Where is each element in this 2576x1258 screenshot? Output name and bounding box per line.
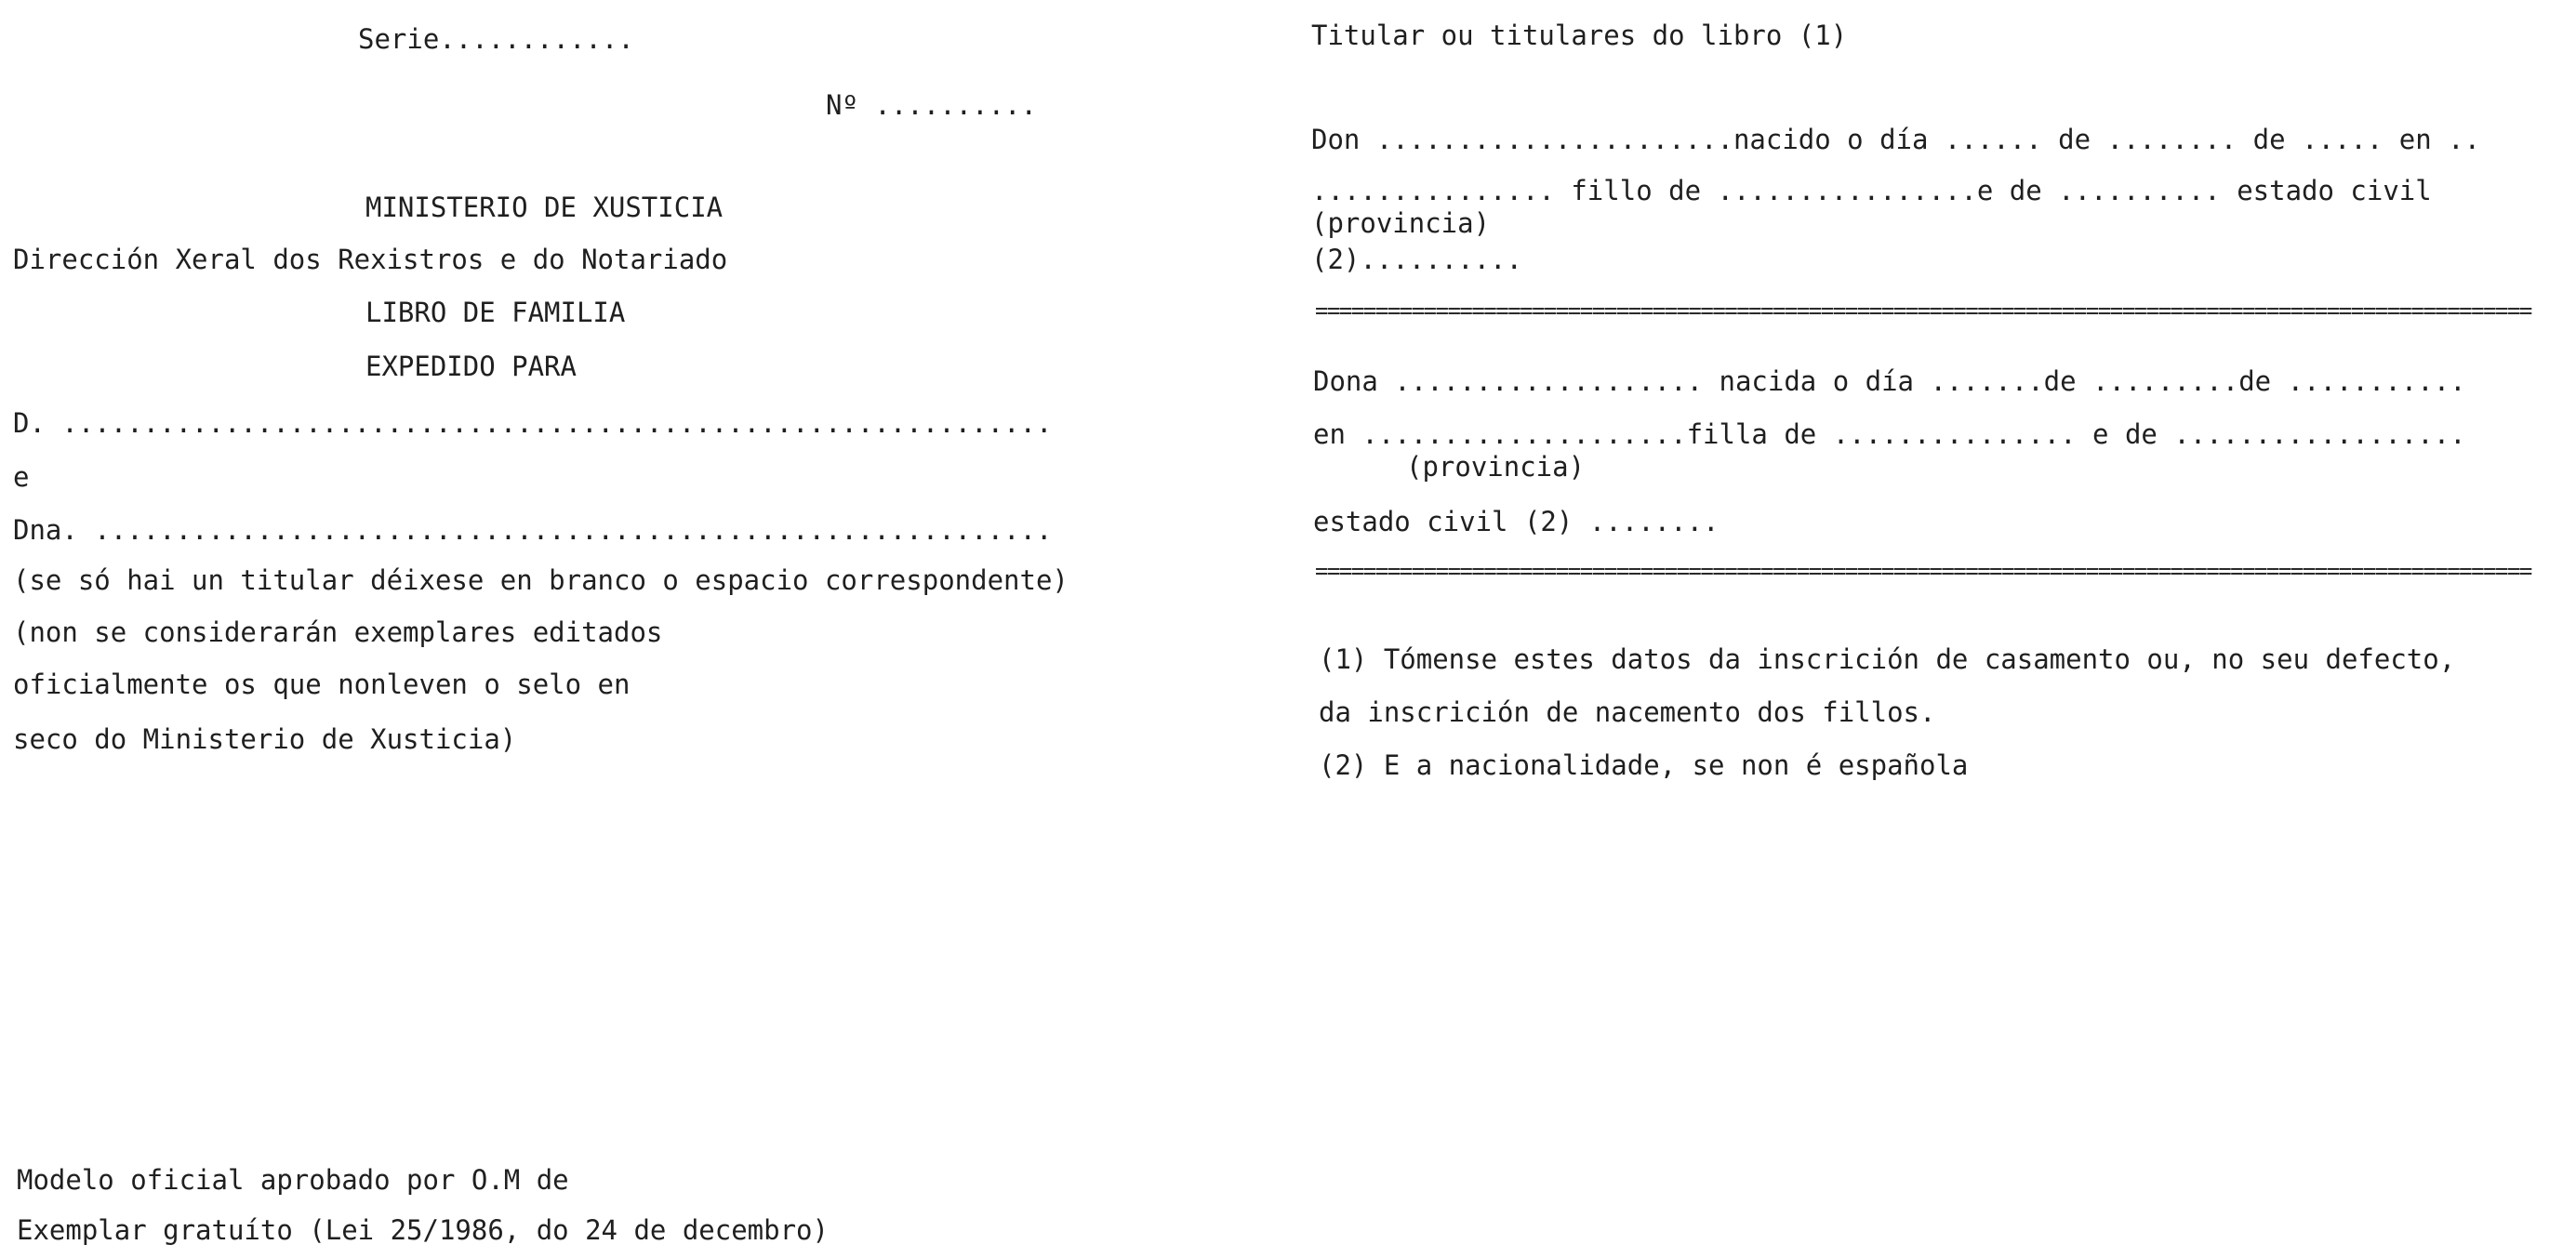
dona-line-3: estado civil (2) ........ xyxy=(1313,506,1720,537)
numero-line: Nº .......... xyxy=(826,89,1037,121)
direccion-heading: Dirección Xeral dos Rexistros e do Notariado xyxy=(13,244,728,275)
ministerio-heading: MINISTERIO DE XUSTICIA xyxy=(365,192,724,223)
dona-provincia-label: (provincia) xyxy=(1406,451,1586,483)
don-line-2: ............... fillo de ................e de .......... estado civil xyxy=(1311,175,2432,206)
official-note-line-1: (non se considerarán exemplares editados xyxy=(13,616,663,648)
footer-model-line: Modelo oficial aprobado por O.M de xyxy=(17,1164,569,1196)
footer-free-copy-line: Exemplar gratuíto (Lei 25/1986, do 24 de decembro) xyxy=(17,1214,829,1246)
don-line-3: (2).......... xyxy=(1311,244,1522,275)
e-conjunction: e xyxy=(13,461,30,493)
don-line-1: Don ......................nacido o día ...... de ........ de ..... en .. xyxy=(1311,124,2481,155)
titulares-heading: Titular ou titulares do libro (1) xyxy=(1311,20,1848,51)
official-note-line-2: oficialmente os que nonleven o selo en xyxy=(13,669,631,700)
footnote-1-line-2: da inscrición de nacemento dos fillos. xyxy=(1319,696,1936,728)
dona-line-1: Dona ................... nacida o día .......de .........de ........... xyxy=(1313,365,2466,397)
single-holder-note: (se só hai un titular déixese en branco o espacio correspondente) xyxy=(13,564,1069,596)
separator-1: ===================================================================================================== xyxy=(1315,298,2531,324)
footnote-1-line-1: (1) Tómense estes datos da inscrición de casamento ou, no seu defecto, xyxy=(1319,643,2456,675)
dna-field-line: Dna. ........................................................... xyxy=(13,514,1053,546)
footnote-2-line: (2) E a nacionalidade, se non é española xyxy=(1319,749,1969,781)
expedido-heading: EXPEDIDO PARA xyxy=(365,351,577,382)
dona-line-2: en ....................filla de ............... e de .................. xyxy=(1313,418,2466,450)
d-field-line: D. ............................................................. xyxy=(13,407,1053,439)
serie-line: Serie............ xyxy=(358,23,634,55)
libro-heading: LIBRO DE FAMILIA xyxy=(365,297,626,328)
don-provincia-label: (provincia) xyxy=(1311,207,1491,239)
official-note-line-3: seco do Ministerio de Xusticia) xyxy=(13,723,517,755)
separator-2: ===================================================================================================== xyxy=(1315,558,2531,584)
